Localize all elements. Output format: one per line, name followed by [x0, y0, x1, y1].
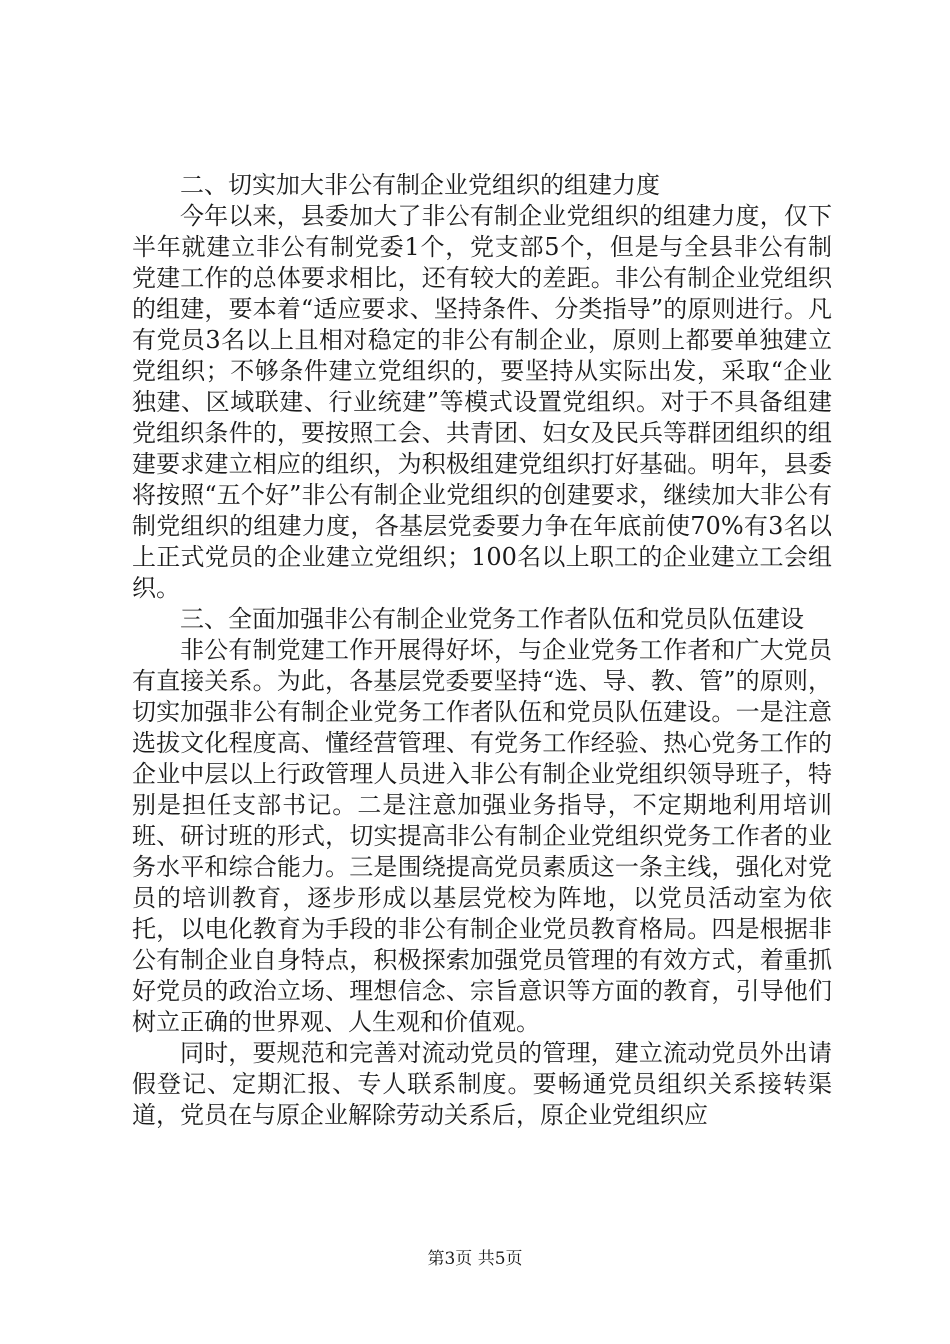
section-heading-2: 二、切实加大非公有制企业党组织的组建力度	[180, 171, 660, 199]
paragraph-team-building: 非公有制党建工作开展得好坏，与企业党务工作者和广大党员有直接关系。为此，各基层党委要坚持“选、导、教、管”的原则，切实加强非公有制企业党务工作者队伍和党员队伍建设。一是注意选拔文化程度高、懂经营管理、有党务工作经验、热心党务工作的企业中层以上行政管理人员进入非公有制企业党组织领导班子，特别是担任支部书记。二是注意加强业务指导，不定期地利用培训班、研讨班的形式，切实提高非公有制企业党组织党务工作者的业务水平和综合能力。三是围绕提高党员素质这一条主线，强化对党员的培训教育，逐步形成以基层党校为阵地，以党员活动室为依托，以电化教育为手段的非公有制企业党员教育格局。四是根据非公有制企业自身特点，积极探索加强党员管理的有效方式，着重抓好党员的政治立场、理想信念、宗旨意识等方面的教育，引导他们树立正确的世界观、人生观和价值观。	[132, 636, 832, 1036]
paragraph-organization-building: 今年以来，县委加大了非公有制企业党组织的组建力度，仅下半年就建立非公有制党委1个，党支部5个，但是与全县非公有制党建工作的总体要求相比，还有较大的差距。非公有制企业党组织的组建，要本着“适应要求、坚持条件、分类指导”的原则进行。凡有党员3名以上且相对稳定的非公有制企业，原则上都要单独建立党组织；不够条件建立党组织的，要坚持从实际出发，采取“企业独建、区域联建、行业统建”等模式设置党组织。对于不具备组建党组织条件的，要按照工会、共青团、妇女及民兵等群团组织的组建要求建立相应的组织，为积极组建党组织打好基础。明年，县委将按照“五个好”非公有制企业党组织的创建要求，继续加大非公有制党组织的组建力度，各基层党委要力争在年底前使70%有3名以上正式党员的企业建立党组织；100名以上职工的企业建立工会组织。	[132, 202, 832, 602]
section-heading-3: 三、全面加强非公有制企业党务工作者队伍和党员队伍建设	[180, 605, 804, 633]
document-body	[132, 170, 832, 1131]
page-number-footer: 第3页 共5页	[427, 1249, 523, 1269]
paragraph-mobile-members: 同时，要规范和完善对流动党员的管理，建立流动党员外出请假登记、定期汇报、专人联系制度。要畅通党员组织关系接转渠道，党员在与原企业解除劳动关系后，原企业党组织应	[132, 1039, 832, 1129]
